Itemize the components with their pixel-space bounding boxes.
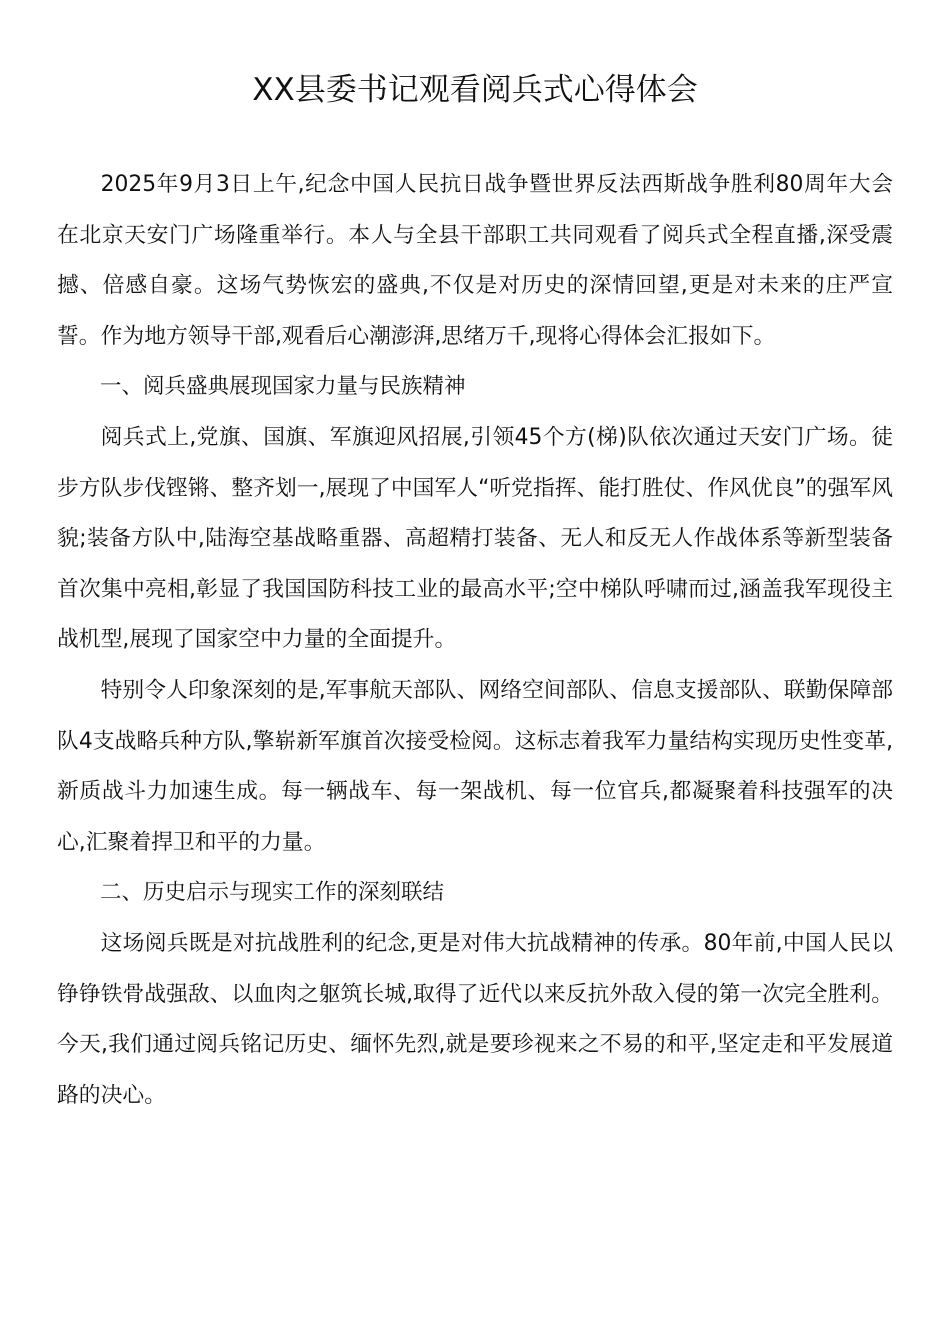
intro-paragraph: 2025年9月3日上午,纪念中国人民抗日战争暨世界反法西斯战争胜利80周年大会在北京天安门广场隆重举行。本人与全县干部职工共同观看了阅兵式全程直播,深受震撼、倍感自豪。这场气势恢宏的盛典,不仅是对历史的深情回望,更是对未来的庄严宣誓。作为地方领导干部,观看后心潮澎湃,思绪万千,现将心得体会汇报如下。	[57, 172, 893, 349]
section1-paragraph-1: 阅兵式上,党旗、国旗、军旗迎风招展,引领45个方(梯)队依次通过天安门广场。徒步方队步伐铿锵、整齐划一,展现了中国军人“听党指挥、能打胜仗、作风优良”的强军风貌;装备方队中,陆海空基战略重器、高超精打装备、无人和反无人作战体系等新型装备首次集中亮相,彰显了我国国防科技工业的最高水平;空中梯队呼啸而过,涵盖我军现役主战机型,展现了国家空中力量的全面提升。	[57, 424, 893, 653]
section1-paragraph-2: 特别令人印象深刻的是,军事航天部队、网络空间部队、信息支援部队、联勤保障部队4支战略兵种方队,擎崭新军旗首次接受检阅。这标志着我军力量结构实现历史性变革,新质战斗力加速生成。每一辆战车、每一架战机、每一位官兵,都凝聚着科技强军的决心,汇聚着捍卫和平的力量。	[57, 677, 893, 855]
section-heading-1: 一、阅兵盛典展现国家力量与民族精神	[100, 374, 466, 400]
document-page	[57, 62, 893, 1121]
section-heading-2: 二、历史启示与现实工作的深刻联结	[100, 880, 445, 906]
section2-paragraph-1: 这场阅兵既是对抗战胜利的纪念,更是对伟大抗战精神的传承。80年前,中国人民以铮铮铁骨战强敌、以血肉之躯筑长城,取得了近代以来反抗外敌入侵的第一次完全胜利。今天,我们通过阅兵铭记历史、缅怀先烈,就是要珍视来之不易的和平,坚定走和平发展道路的决心。	[57, 930, 893, 1108]
document-title: XX县委书记观看阅兵式心得体会	[252, 72, 698, 108]
